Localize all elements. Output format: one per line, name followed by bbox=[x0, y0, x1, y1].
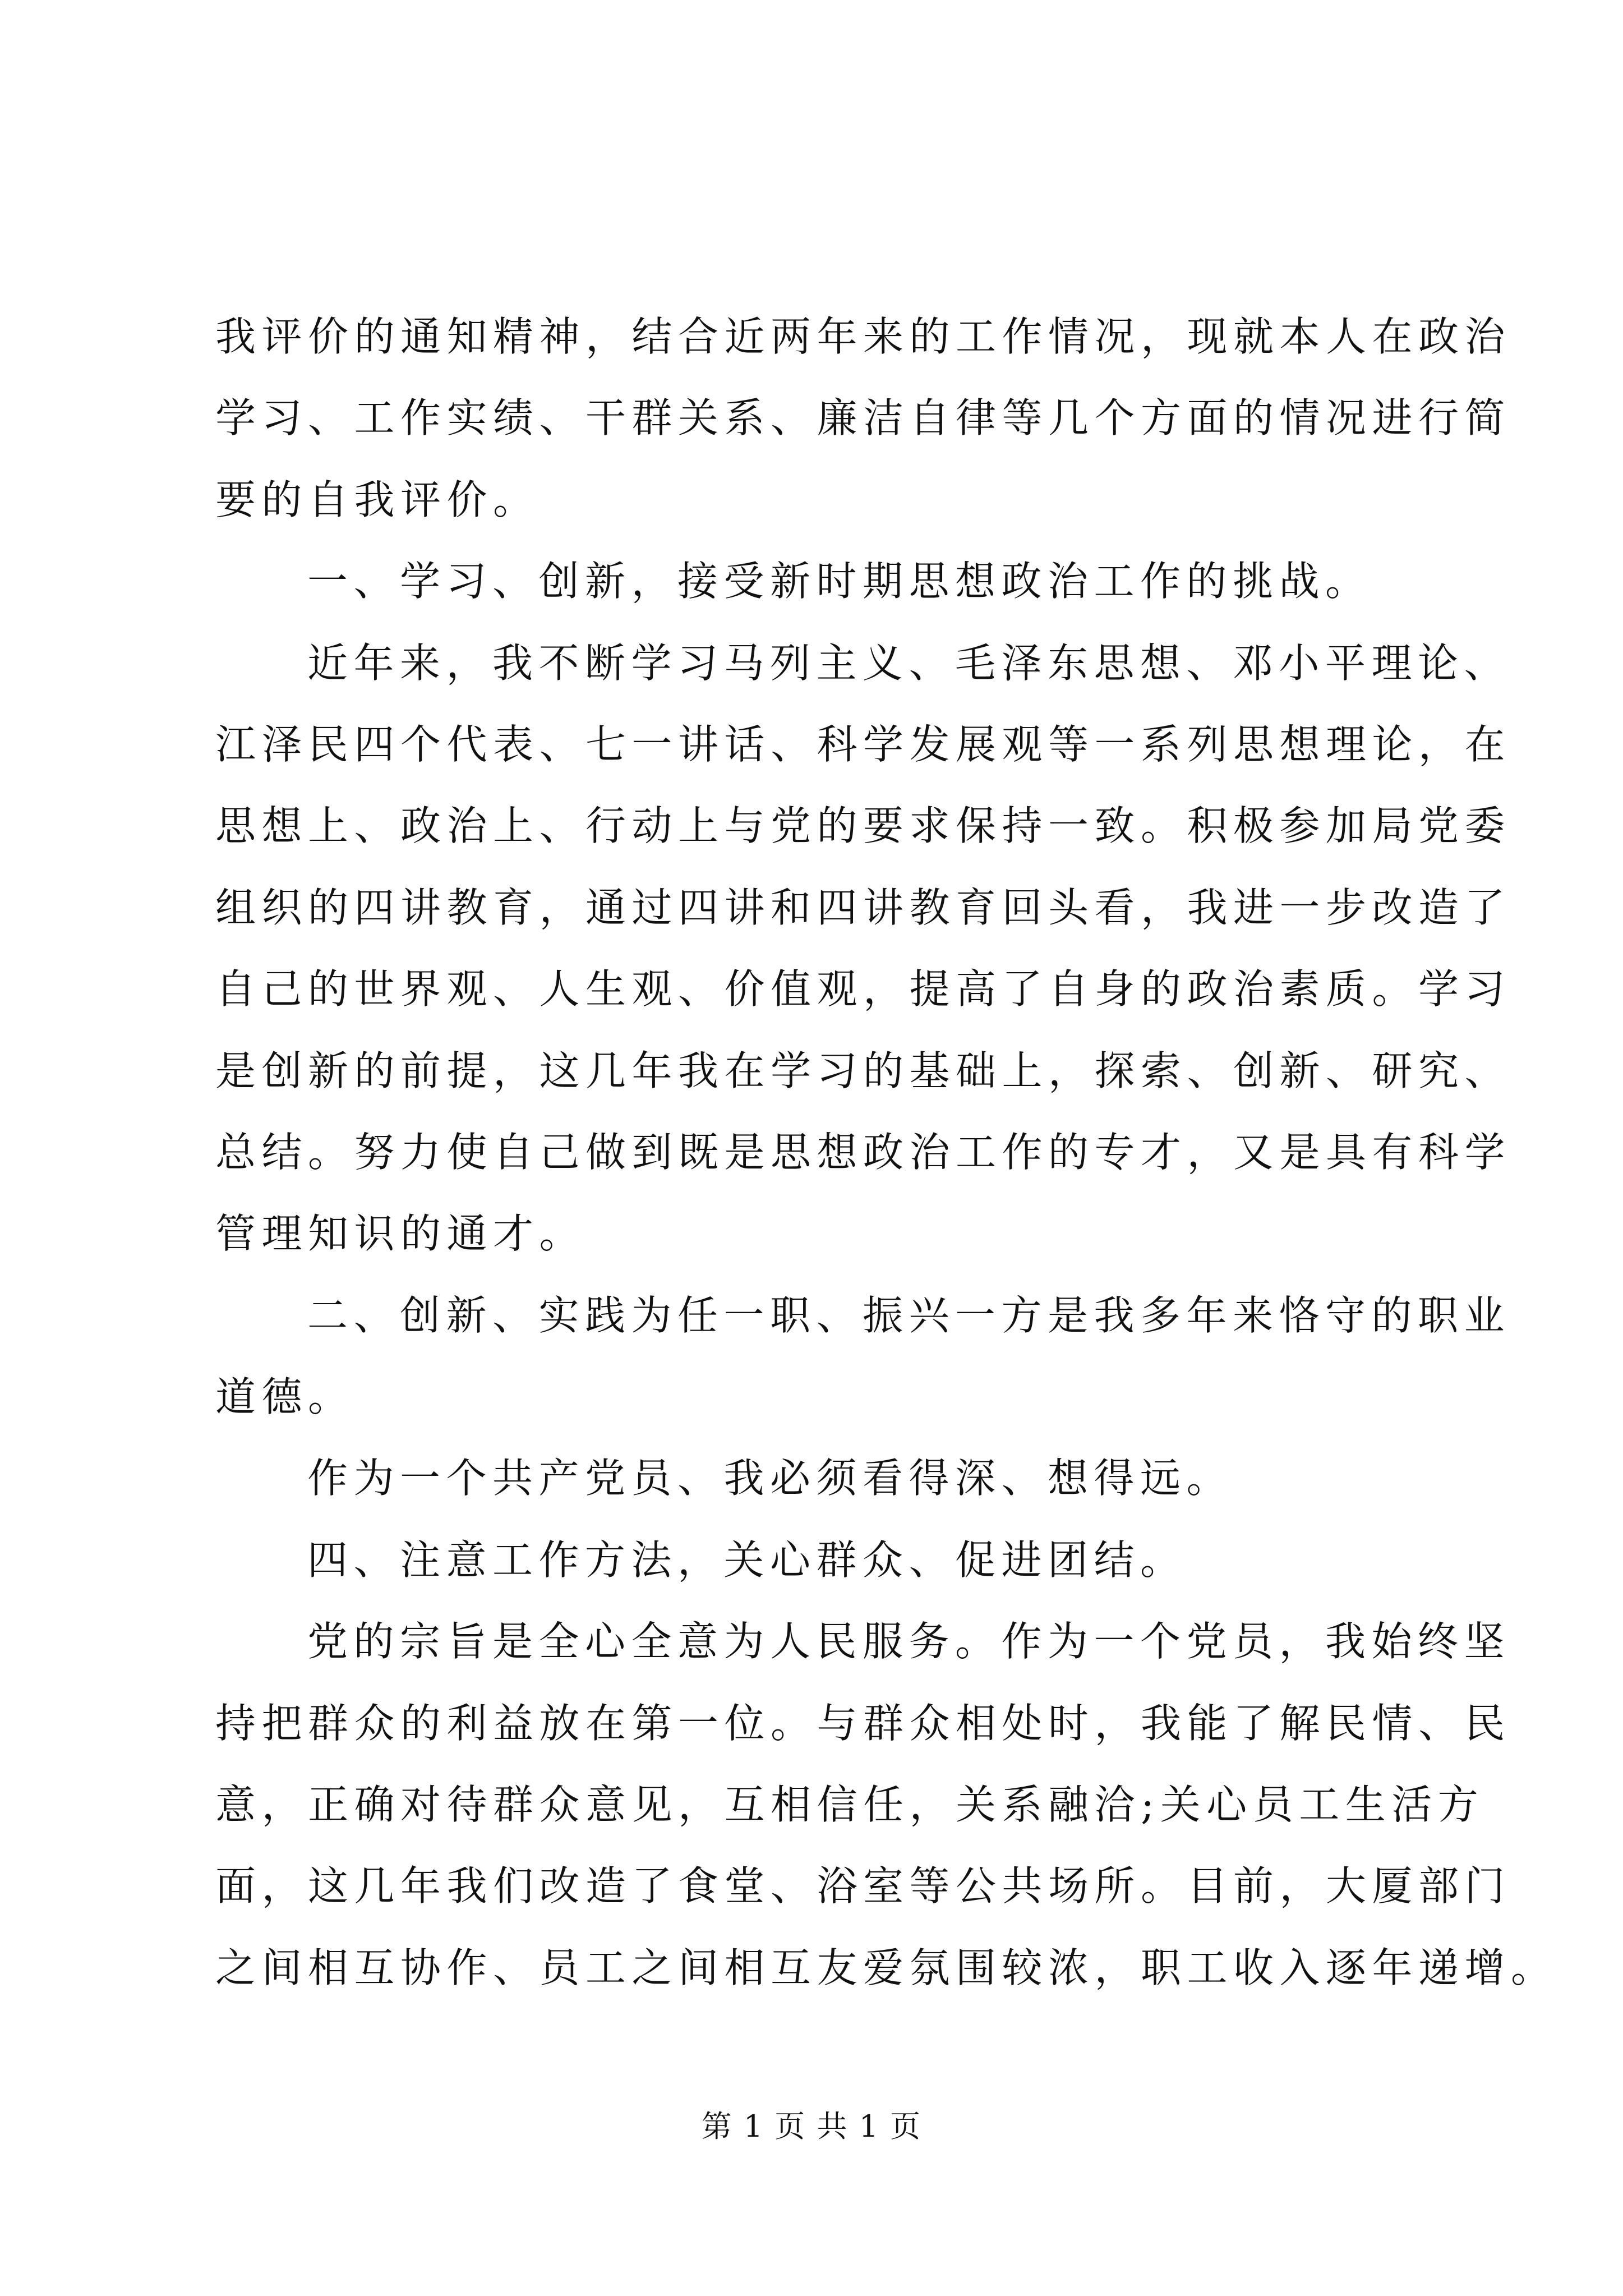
text-line: 江泽民四个代表、七一讲话、科学发展观等一系列思想理论，在 bbox=[215, 720, 1511, 768]
text-line: 意，正确对待群众意见，互相信任，关系融洽;关心员工生活方 bbox=[215, 1781, 1484, 1829]
page-footer bbox=[0, 2102, 1623, 2146]
page-number: 第 1 页 共 1 页 bbox=[701, 2109, 922, 2144]
section-heading: 二、创新、实践为任一职、振兴一方是我多年来恪守的职业 bbox=[307, 1291, 1511, 1339]
text-line: 学习、工作实绩、干群关系、廉洁自律等几个方面的情况进行简 bbox=[215, 394, 1511, 442]
text-line: 近年来，我不断学习马列主义、毛泽东思想、邓小平理论、 bbox=[307, 639, 1511, 687]
body-text bbox=[215, 296, 1557, 2009]
section-heading: 四、注意工作方法，关心群众、促进团结。 bbox=[307, 1536, 1187, 1584]
text-line: 面，这几年我们改造了食堂、浴室等公共场所。目前，大厦部门 bbox=[215, 1862, 1511, 1910]
text-line: 组织的四讲教育，通过四讲和四讲教育回头看，我进一步改造了 bbox=[215, 884, 1511, 931]
text-line: 道德。 bbox=[215, 1373, 354, 1421]
text-line: 要的自我评价。 bbox=[215, 476, 540, 523]
text-line: 持把群众的利益放在第一位。与群众相处时，我能了解民情、民 bbox=[215, 1699, 1511, 1747]
text-line: 自己的世界观、人生观、价值观，提高了自身的政治素质。学习 bbox=[215, 965, 1511, 1013]
text-line: 是创新的前提，这几年我在学习的基础上，探索、创新、研究、 bbox=[215, 1047, 1511, 1094]
text-line: 总结。努力使自己做到既是思想政治工作的专才，又是具有科学 bbox=[215, 1128, 1511, 1176]
text-line: 作为一个共产党员、我必须看得深、想得远。 bbox=[307, 1455, 1233, 1502]
section-heading: 一、学习、创新，接受新时期思想政治工作的挑战。 bbox=[307, 558, 1372, 605]
text-line: 之间相互协作、员工之间相互友爱氛围较浓，职工收入逐年递增。 bbox=[215, 1944, 1557, 1991]
text-line: 管理知识的通才。 bbox=[215, 1210, 586, 1258]
text-line: 思想上、政治上、行动上与党的要求保持一致。积极参加局党委 bbox=[215, 802, 1511, 850]
text-line: 党的宗旨是全心全意为人民服务。作为一个党员，我始终坚 bbox=[307, 1618, 1511, 1665]
text-line: 我评价的通知精神，结合近两年来的工作情况，现就本人在政治 bbox=[215, 313, 1511, 360]
